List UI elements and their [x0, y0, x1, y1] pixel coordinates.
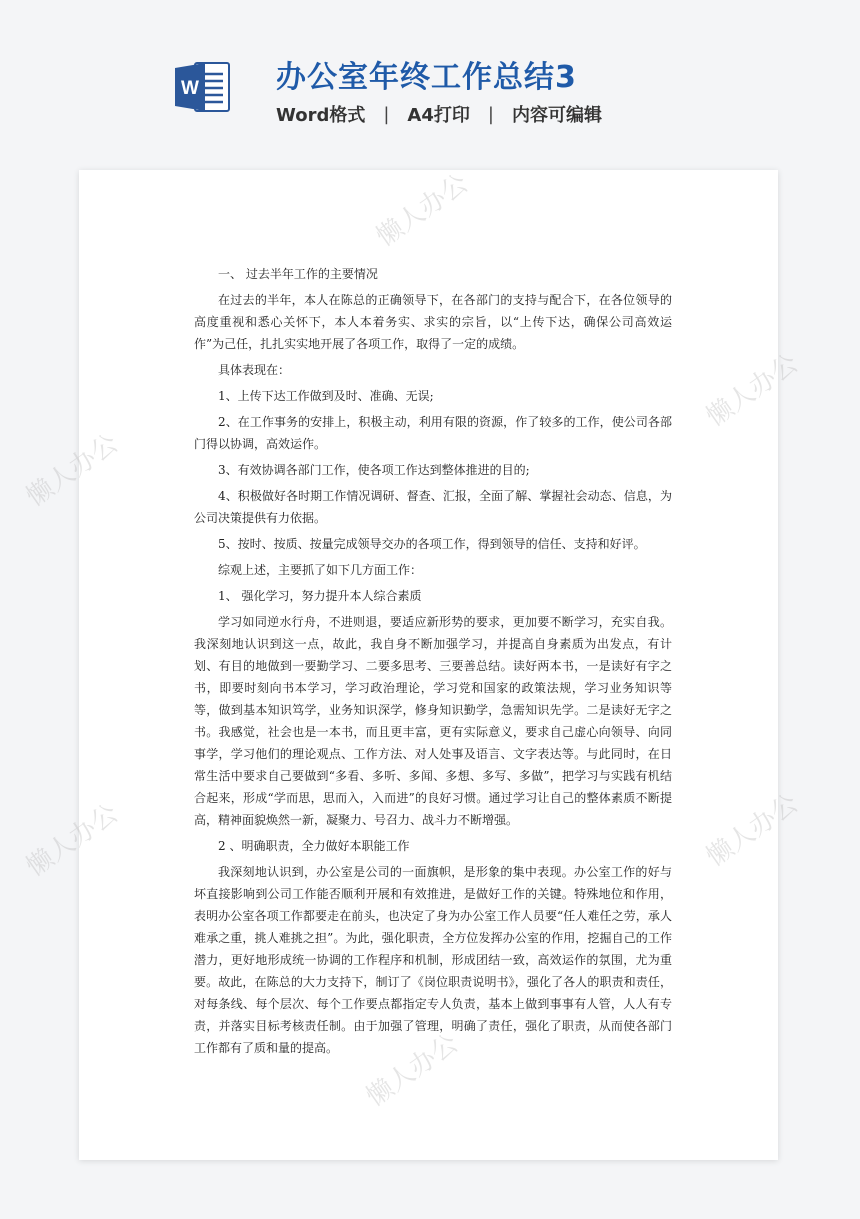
word-doc-icon — [175, 60, 231, 114]
list-item: 3、有效协调各部门工作，使各项工作达到整体推进的目的; — [218, 463, 530, 477]
meta-separator: | — [383, 103, 390, 125]
watermark: 懒人办公 — [371, 168, 474, 253]
watermark: 懒人办公 — [361, 1028, 464, 1113]
watermark: 懒人办公 — [21, 428, 124, 513]
meta-separator: | — [487, 103, 494, 125]
meta-editable: 内容可编辑 — [511, 105, 602, 126]
doc-meta-row — [276, 101, 602, 127]
svg-text:W: W — [181, 78, 199, 99]
document-page — [21, 168, 804, 1160]
page-title: 办公室年终工作总结3 — [276, 60, 577, 95]
meta-format: Word格式 — [276, 105, 366, 126]
paragraph: 具体表现在： — [218, 363, 291, 377]
paragraph: 学习如同逆水行舟，不进则退，要适应新形势的要求，更加要不断学习，充实自我。我深刻地认识到这一点，故此，我自身不断加强学习，并提高自身素质为出发点，有计划、有目的地做到一要勤学习、二要多思考、三要善总结。读好两本书，一是读好有字之书，即要时刻向书本学习，学习政治理论，学习党和国家的政策法规，学习业务知识等等，做到基本知识笃学，业务知识深学，修身知识勤学，急需知识先学。二是读好无字之书。我感觉，社会也是一本书，而且更丰富，更有实际意义，要求自己虚心向领导、向同事学，学习他们的理论观点、工作方法、对人处事及语言、文字表达等。与此同时，在日常生活中要求自己要做到“多看、多听、多闻、多想、多写、多做”，把学习与实践有机结合起来，形成“学而思，思而入，入而进”的良好习惯。通过学习让自己的整体素质不断提高，精神面貌焕然一新，凝聚力、号召力、战斗力不断增强。 — [194, 615, 672, 827]
list-item: 4、积极做好各时期工作情况调研、督查、汇报，全面了解、掌握社会动态、信息，为公司决策提供有力依据。 — [194, 489, 672, 525]
watermark: 懒人办公 — [701, 348, 804, 433]
list-item: 2、在工作事务的安排上，积极主动，利用有限的资源，作了较多的工作，使公司各部门得以协调，高效运作。 — [194, 415, 672, 451]
subsection-heading: 2 、明确职责，全力做好本职能工作 — [218, 839, 410, 853]
section-heading: 一、 过去半年工作的主要情况 — [218, 267, 378, 281]
document-body — [194, 263, 672, 1063]
paragraph: 在过去的半年，本人在陈总的正确领导下，在各部门的支持与配合下，在各位领导的高度重视和悉心关怀下，本人本着务实、求实的宗旨，以“上传下达，确保公司高效运作”为己任，扎扎实实地开展了各项工作，取得了一定的成绩。 — [194, 293, 672, 351]
paragraph: 我深刻地认识到，办公室是公司的一面旗帜，是形象的集中表现。办公室工作的好与坏直接影响到公司工作能否顺利开展和有效推进，是做好工作的关键。特殊地位和作用，表明办公室各项工作都要走在前头，也决定了身为办公室工作人员要“任人难任之劳，承人难承之重，挑人难挑之担”。为此，强化职责，全方位发挥办公室的作用，挖掘自己的工作潜力，更好地形成统一协调的工作程序和机制，形成团结一致，高效运作的氛围，尤为重要。故此，在陈总的大力支持下，制订了《岗位职责说明书》，强化了各人的职责和责任，对每条线、每个层次、每个工作要点都指定专人负责，基本上做到事事有人管，人人有专责，并落实目标考核责任制。由于加强了管理，明确了责任，强化了职责，从而使各部门工作都有了质和量的提高。 — [194, 865, 672, 1055]
subsection-heading: 1、 强化学习，努力提升本人综合素质 — [218, 589, 422, 603]
header-banner — [0, 0, 860, 150]
watermark: 懒人办公 — [701, 788, 804, 873]
watermark: 懒人办公 — [21, 798, 124, 883]
meta-print: A4打印 — [407, 105, 470, 126]
paragraph: 综观上述，主要抓了如下几方面工作： — [218, 563, 423, 577]
list-item: 5、按时、按质、按量完成领导交办的各项工作，得到领导的信任、支持和好评。 — [218, 537, 646, 551]
list-item: 1、上传下达工作做到及时、准确、无误; — [218, 389, 434, 403]
